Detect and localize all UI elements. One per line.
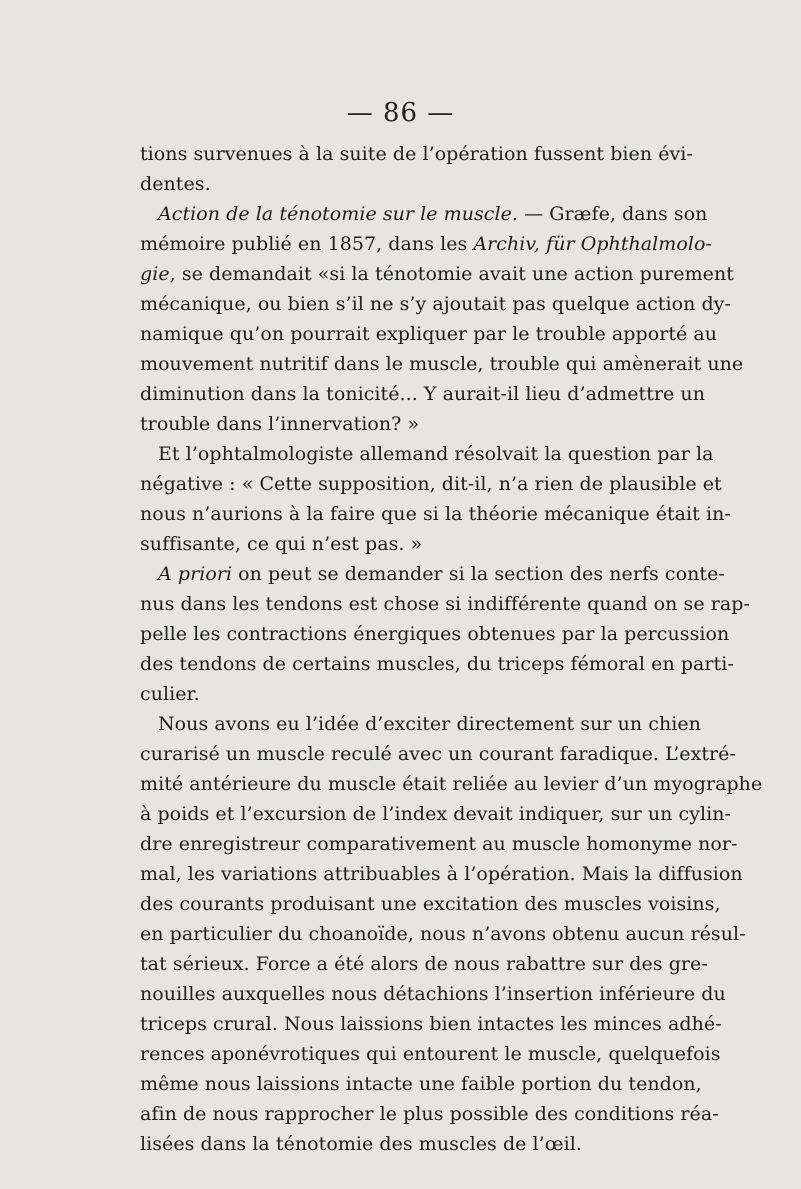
text-line: rences aponévrotiques qui entourent le muscle, quelquefois (140, 1043, 721, 1065)
text-line: mal, les variations attribuables à l’opération. Mais la diffusion (140, 863, 743, 885)
text-run: , se demandait «si la ténotomie avait une action purement (169, 263, 734, 285)
text-line: diminution dans la tonicité... Y aurait-il lieu d’admettre un (140, 383, 706, 405)
paragraph (140, 139, 693, 199)
journal-title-end: gie (140, 263, 170, 285)
body-text (140, 139, 763, 1159)
text-line: nous n’aurions à la faire que si la théorie mécanique était in- (140, 503, 731, 525)
text-line: suffisante, ce qui n’est pas. » (140, 533, 423, 555)
text-line: Nous avons eu l’idée d’exciter directement sur un chien (158, 713, 701, 735)
paragraph (140, 709, 763, 1159)
text-line: mouvement nutritif dans le muscle, trouble qui amènerait une (140, 353, 744, 375)
text-line: mité antérieure du muscle était reliée au levier d’un myographe (140, 773, 763, 795)
text-line (140, 559, 725, 589)
paragraph (140, 199, 744, 439)
text-run: — Græfe, dans son (518, 203, 708, 225)
text-line: des courants produisant une excitation des muscles voisins, (140, 893, 721, 915)
text-line: même nous laissions intacte une faible portion du tendon, (140, 1073, 702, 1095)
text-line: tions survenues à la suite de l’opération fussent bien évi- (140, 143, 693, 165)
text-line: mécanique, ou bien s’il ne s’y ajoutait pas quelque action dy- (140, 293, 731, 315)
text-line: dentes. (140, 173, 211, 195)
text-line: triceps crural. Nous laissions bien intactes les minces adhé- (140, 1013, 722, 1035)
latin-phrase: A priori (158, 563, 233, 585)
journal-title: Archiv, für Ophthalmolo- (473, 233, 712, 255)
text-line: tat sérieux. Force a été alors de nous rabattre sur des gre- (140, 953, 708, 975)
paragraph (140, 439, 731, 559)
text-run: mémoire publié en 1857, dans les (140, 233, 474, 255)
text-line: namique qu’on pourrait expliquer par le trouble apporté au (140, 323, 718, 345)
text-line: à poids et l’excursion de l’index devait indiquer, sur un cylin- (140, 803, 732, 825)
text-line: nus dans les tendons est chose si indifférente quand on se rap- (140, 593, 750, 615)
text-line: trouble dans l’innervation? » (140, 413, 420, 435)
text-line: nouilles auxquelles nous détachions l’insertion inférieure du (140, 983, 726, 1005)
text-line: lisées dans la ténotomie des muscles de l’œil. (140, 1133, 582, 1155)
text-line: Et l’ophtalmologiste allemand résolvait la question par la (158, 443, 714, 465)
page-number: — 86 — (346, 98, 455, 128)
text-line: curarisé un muscle reculé avec un courant faradique. L’extré- (140, 743, 736, 765)
text-line (140, 229, 712, 259)
text-line: négative : « Cette supposition, dit-il, n’a rien de plausible et (140, 473, 722, 495)
text-line (140, 199, 708, 229)
text-line: pelle les contractions énergiques obtenues par la percussion (140, 623, 730, 645)
text-run: on peut se demander si la section des nerfs conte- (232, 563, 725, 585)
text-line: afin de nous rapprocher le plus possible des conditions réa- (140, 1103, 719, 1125)
text-line: des tendons de certains muscles, du triceps fémoral en parti- (140, 653, 734, 675)
text-line: dre enregistreur comparativement au muscle homonyme nor- (140, 833, 738, 855)
paragraph (140, 559, 750, 709)
text-line: culier. (140, 683, 200, 705)
text-line (140, 259, 734, 289)
text-line: en particulier du choanoïde, nous n’avons obtenu aucun résul- (140, 923, 746, 945)
section-title: Action de la ténotomie sur le muscle. (158, 203, 519, 225)
